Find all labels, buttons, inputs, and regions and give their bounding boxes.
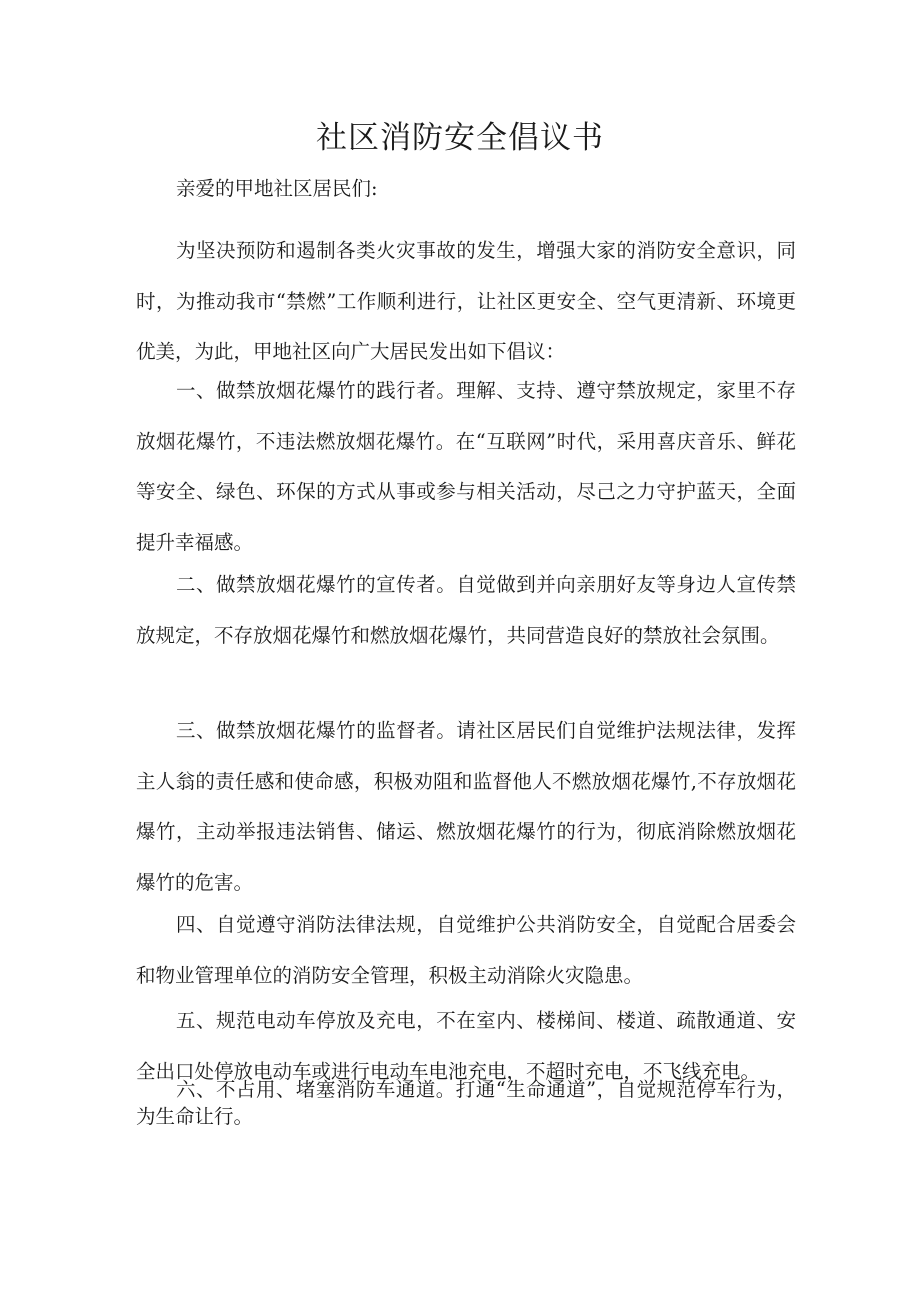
- paragraph-item-1: 一、做禁放烟花爆竹的践行者。理解、支持、遵守禁放规定，家里不存放烟花爆竹，不违法燃放烟花爆竹。在“互联网”时代，采用喜庆音乐、鲜花等安全、绿色、环保的方式从事或参与相关活动，尽己之力守护蓝天，全面提升幸福感。: [136, 379, 796, 554]
- paragraph-item-5: 五、规范电动车停放及充电，不在室内、楼梯间、楼道、疏散通道、安全出口处停放电动车或进行电动车电池充电，不超时充电，不飞线充电。: [136, 1009, 796, 1083]
- salutation: 亲爱的甲地社区居民们:: [176, 177, 378, 200]
- paragraph-item-4: 四、自觉遵守消防法律法规，自觉维护公共消防安全，自觉配合居委会和物业管理单位的消防安全管理，积极主动消除火灾隐患。: [136, 913, 796, 987]
- paragraph-item-3: 三、做禁放烟花爆竹的监督者。请社区居民们自觉维护法规法律，发挥主人翁的责任感和使命感，积极劝阻和监督他人不燃放烟花爆竹,不存放烟花爆竹，主动举报违法销售、储运、燃放烟花爆竹的行为，彻底消除燃放烟花爆竹的危害。: [136, 719, 796, 894]
- document-title: 社区消防安全倡议书: [316, 120, 604, 156]
- paragraph-item-2: 二、做禁放烟花爆竹的宣传者。自觉做到并向亲朋好友等身边人宣传禁放规定，不存放烟花爆竹和燃放烟花爆竹，共同营造良好的禁放社会氛围。: [136, 573, 796, 647]
- paragraph-item-6: 六、不占用、堵塞消防车通道。打通“生命通道”，自觉规范停车行为，为生命让行。: [136, 1078, 796, 1128]
- paragraph-intro: 为坚决预防和遏制各类火灾事故的发生，增强大家的消防安全意识，同时，为推动我市“禁燃”工作顺利进行，让社区更安全、空气更清新、环境更优美，为此，甲地社区向广大居民发出如下倡议：: [136, 239, 796, 363]
